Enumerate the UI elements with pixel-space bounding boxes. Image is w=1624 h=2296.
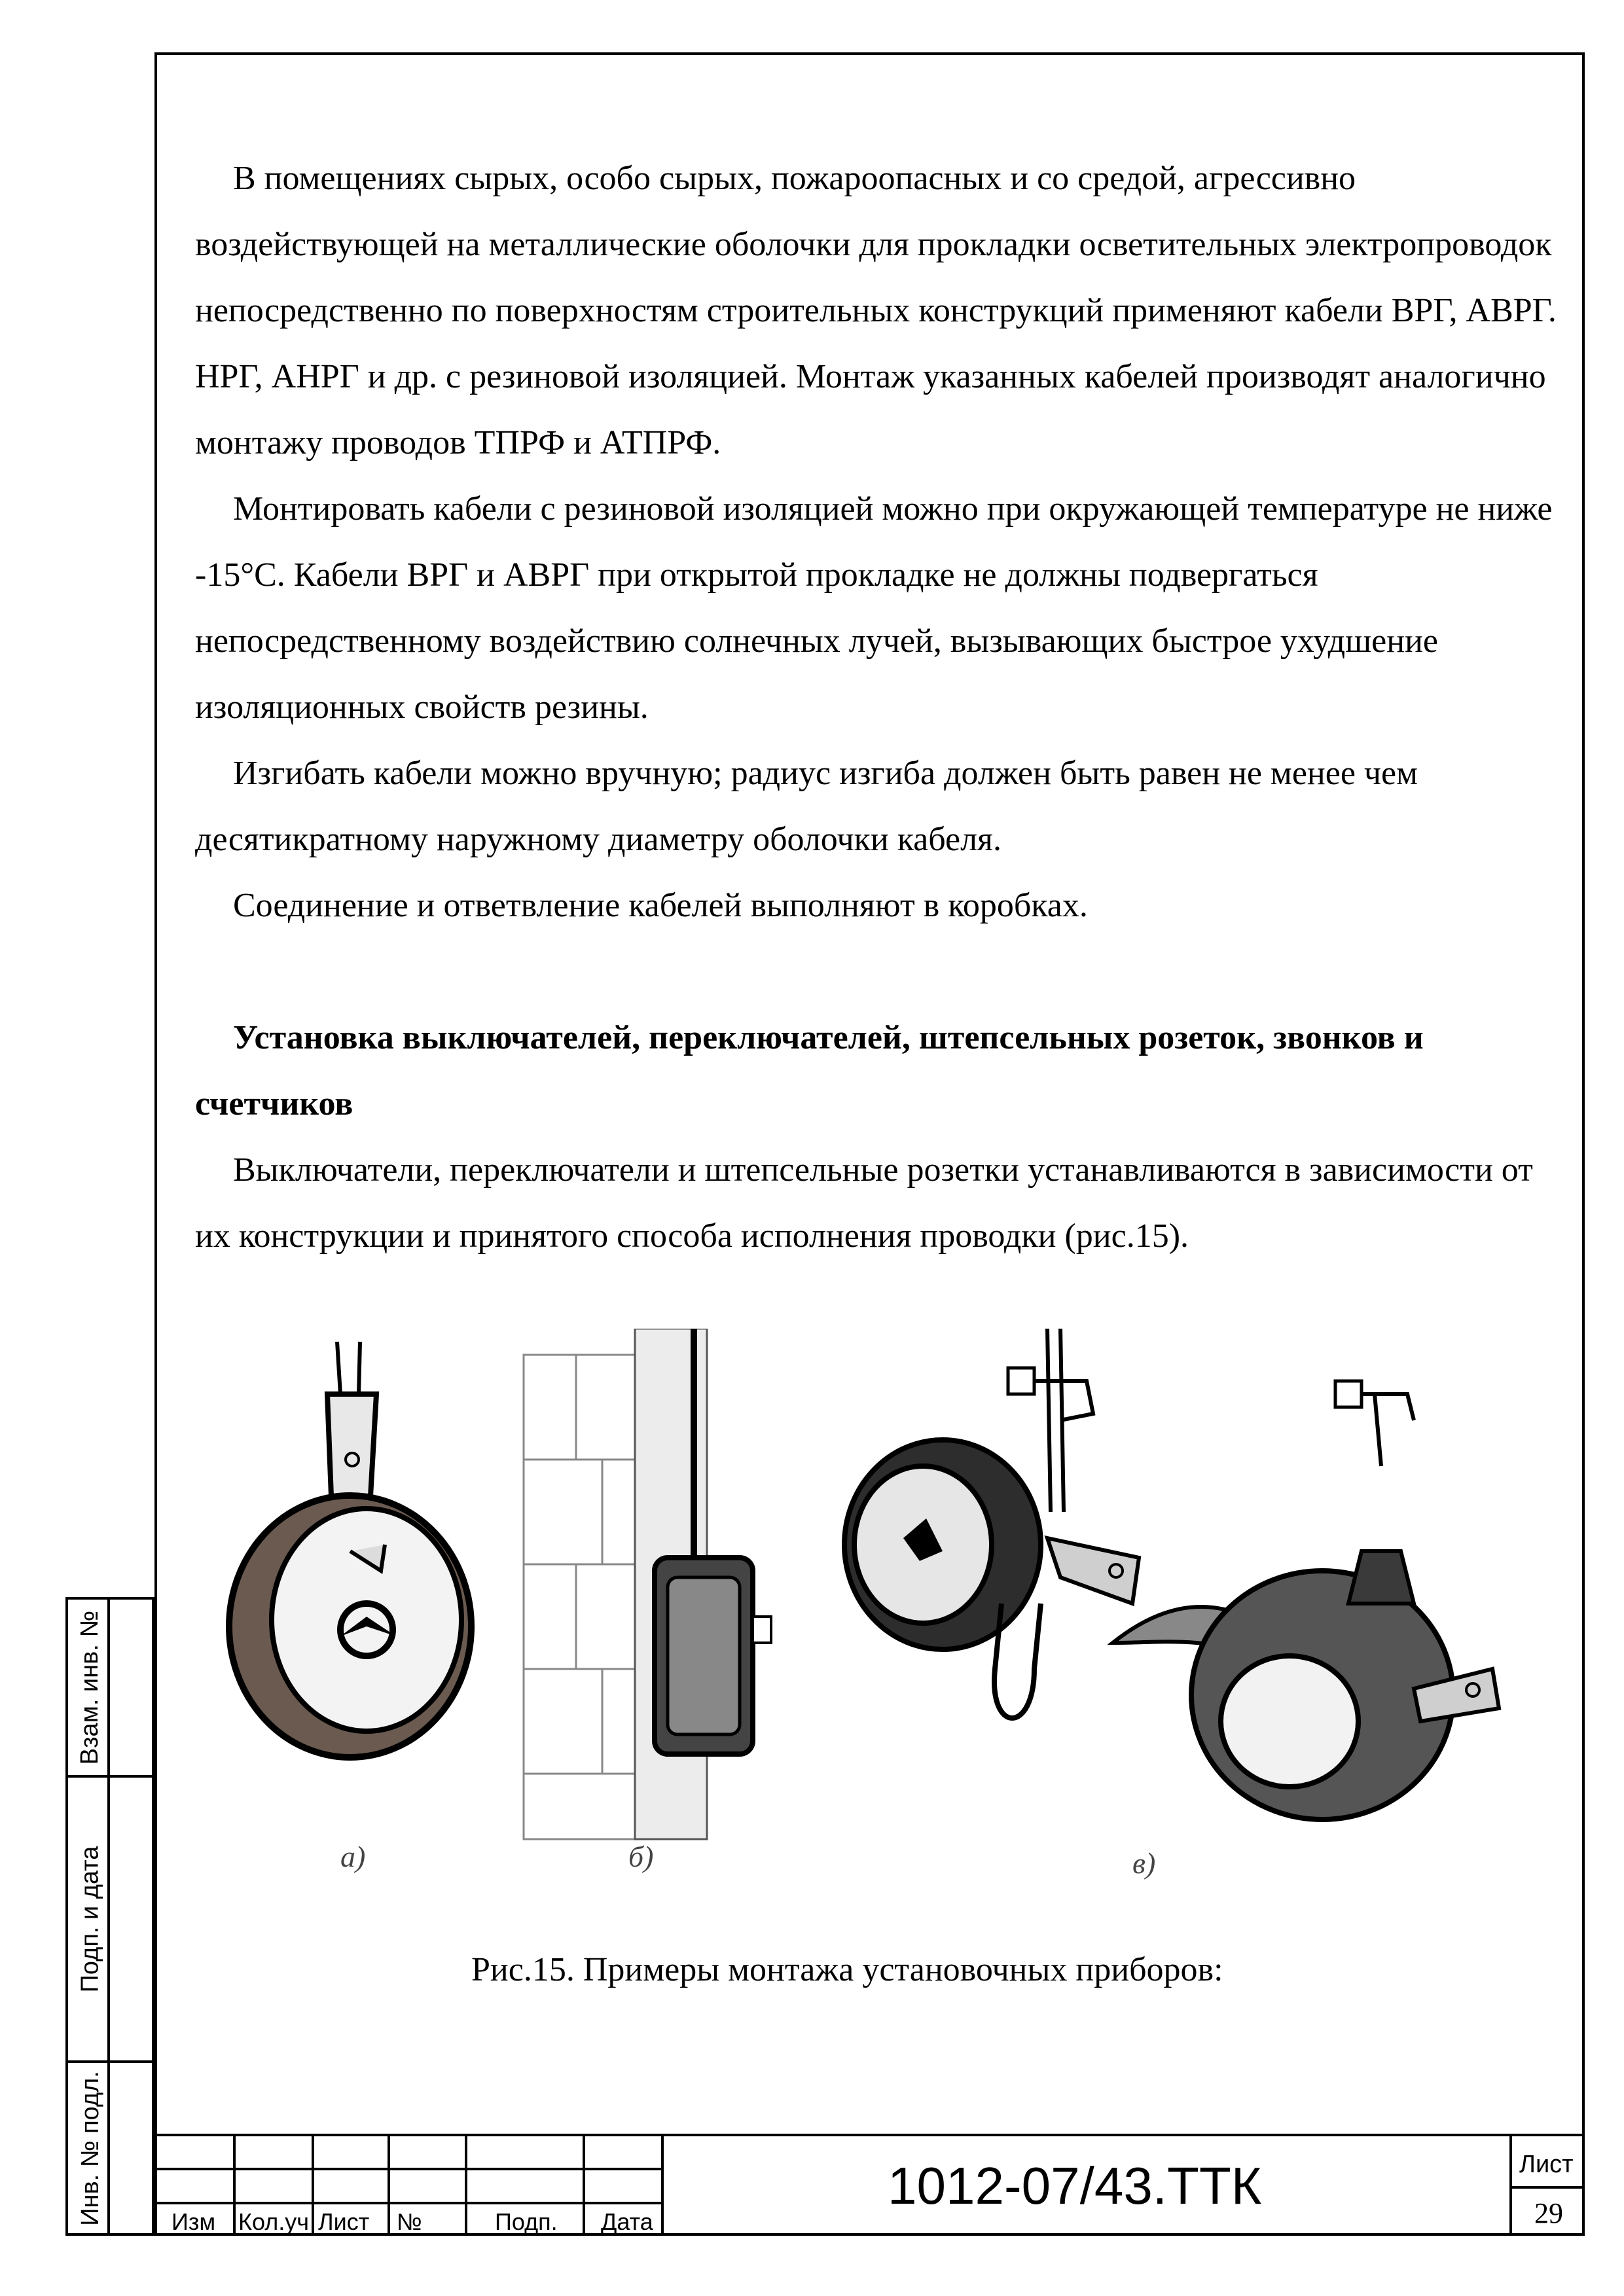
figure-label-b: б): [628, 1840, 654, 1873]
title-block: [154, 2134, 1585, 2236]
sheet-number: 29: [1534, 2197, 1563, 2229]
col-izm: Изм: [171, 2208, 216, 2235]
figure-caption: Рис.15. Примеры монтажа установочных приборов:: [471, 1951, 1223, 1988]
side-stamp-replace-inv: [65, 1597, 154, 1778]
figure-label-v: в): [1132, 1846, 1156, 1880]
document-code: 1012-07/43.ТТК: [888, 2157, 1262, 2215]
paragraph-3: Изгибать кабели можно вручную; радиус изгиба должен быть равен не менее чем десятикратному наружному диаметру оболочки кабеля.: [195, 755, 1418, 858]
paragraph-5: Выключатели, переключатели и штепсельные розетки устанавливаются в зависимости от их конструкции и принятого способа исполнения проводки (рис.15).: [195, 1151, 1533, 1255]
side-label-orig-inv: Инв. № подл.: [76, 2070, 104, 2226]
body-text: [195, 145, 1557, 1269]
side-stamp-sign-date: [65, 1775, 154, 2063]
side-label-sign-date: Подп. и дата: [76, 1846, 104, 1992]
paragraph-4: Соединение и ответвление кабелей выполняют в коробках.: [233, 887, 1088, 924]
col-kol-uch: Кол.уч: [238, 2208, 309, 2235]
figure-illustrations: [209, 1329, 1571, 1892]
side-stamp-orig-inv: [65, 2060, 154, 2236]
side-label-replace-inv: Взам. инв. №: [76, 1610, 104, 1765]
sheet-label: Лист: [1519, 2151, 1574, 2178]
paragraph-1: В помещениях сырых, особо сырых, пожароопасных и со средой, агрессивно воздействующей на металлические оболочки для прокладки осветительных электропроводок непосредственно по поверхностям строительных конструкций применяют кабели ВРГ, АВРГ. НРГ, АНРГ и др. с резиновой изоляцией. Монтаж указанных кабелей производят аналогично монтажу проводов ТПРФ и АТПРФ.: [195, 160, 1557, 461]
socket-concealed-illustration: [524, 1329, 771, 1839]
section-heading: Установка выключателей, переключателей, штепсельных розеток, звонков и счетчиков: [195, 1019, 1424, 1122]
figure-15: [209, 1329, 1571, 1892]
col-list: Лист: [318, 2208, 370, 2235]
switch-with-clips-illustration: [844, 1329, 1499, 1820]
col-podp: Подп.: [495, 2208, 558, 2235]
col-date: Дата: [601, 2208, 653, 2235]
paragraph-2: Монтировать кабели с резиновой изоляцией можно при окружающей температуре не ниже -15°С. Кабели ВРГ и АВРГ при открытой прокладке не должны подвергаться непосредственному воздействию солнечных лучей, вызывающих быстрое ухудшение изоляционных свойств резины.: [195, 490, 1553, 726]
col-number: №: [397, 2208, 422, 2235]
switch-surface-illustration: [229, 1342, 471, 1757]
figure-label-a: а): [340, 1840, 366, 1873]
